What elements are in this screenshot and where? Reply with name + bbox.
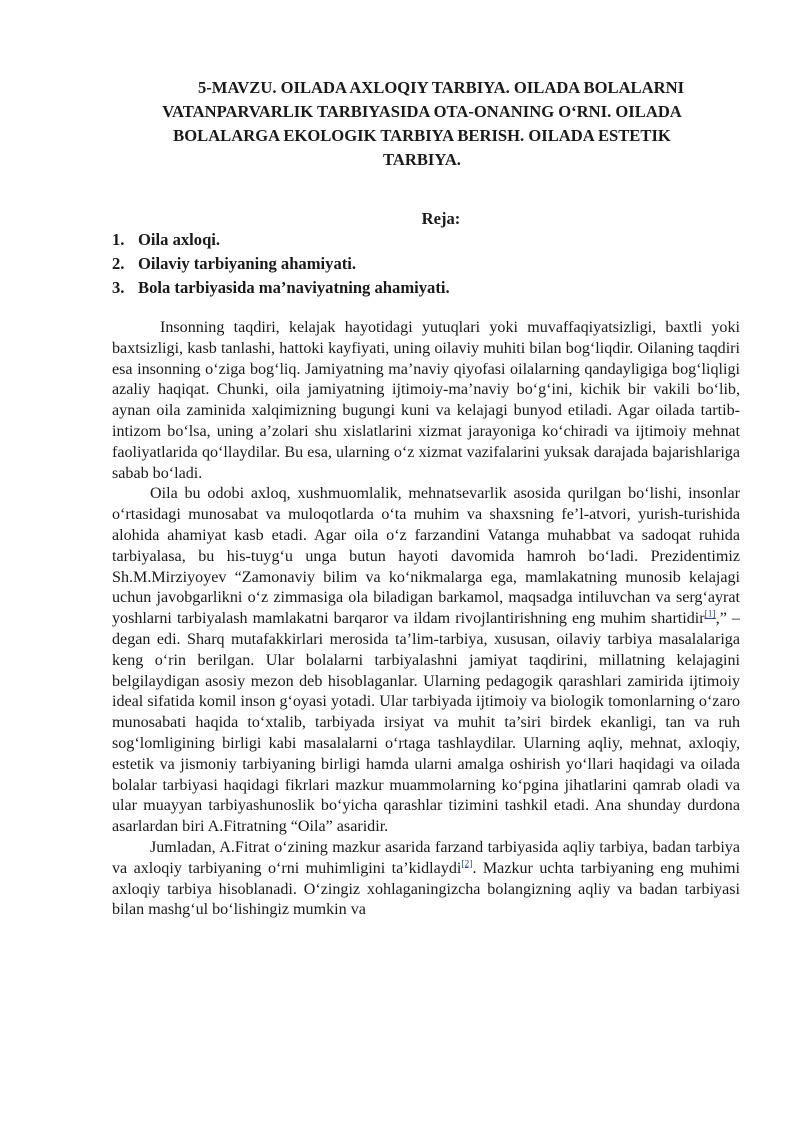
plan-item: [112, 228, 732, 252]
document-body: [112, 318, 740, 921]
paragraph-text: ,” – degan edi. Sharq mutafakkirlari merosida ta’lim-tarbiya, xususan, oilaviy tarbiya masalalariga keng o‘rin berilgan. Ular bolalarni tarbiyalashni jamiyat taqdirini, millatning kelajagini belgilaydigan asosiy mezon deb hisoblaganlar. Ularning pedagogik qarashlari zamirida ijtimoiy ideal sifatida komil inson g‘oyasi yotadi. Ular tarbiyada ijtimoiy va biologik tomonlarning o‘zaro munosabati haqida to‘xtalib, tarbiyada irsiyat va muhit ta’siri birdek ekanligi, tan va ruh sog‘lomligining birligi kabi masalalarni o‘rtaga tashlaydilar. Ularning aqliy, mehnat, axloqiy, estetik va jismoniy tarbiyaning birligi hamda ularni amalga oshirish yo‘llari haqidagi va oilada bolalar tarbiyasi haqidagi fikrlari mazkur muammolarning ko‘pgina jihatlarini qamrab oladi va ular muayyan tarbiyashunoslik bo‘yicha qarashlar tizimini tashkil etadi. Ana shunday durdona asarlardan biri A.Fitratning “Oila” asaridir.: [112, 610, 740, 836]
paragraph-text: Jumladan, A.Fitrat o‘zining mazkur asarida farzand tarbiyasida aqliy tarbiya, badan tarbiya va axloqiy tarbiyaning o‘rni muhimligini ta’kidlaydi: [112, 838, 740, 877]
footnote-link-1[interactable]: [1]: [704, 609, 716, 620]
title-line: BOLALARGA EKOLOGIK TARBIYA BERISH. OILADA ESTETIK: [173, 126, 671, 145]
title-line: TARBIYA.: [383, 150, 461, 169]
paragraph-text: . Mazkur uchta tarbiyaning eng muhimi axloqiy tarbiya hisoblanadi. O‘zingiz xohlaganingizcha bolangizning aqliy va badan tarbiyasi bilan mashg‘ul bo‘lishingiz mumkin va: [112, 859, 740, 919]
body-paragraph: [112, 838, 740, 921]
title-line: 5-MAVZU. OILADA AXLOQIY TARBIYA. OILADA BOLALARNI: [197, 78, 685, 97]
body-paragraph: Insonning taqdiri, kelajak hayotidagi yutuqlari yoki muvaffaqiyatsizligi, baxtli yoki baxtsizligi, kasb tanlashi, hattoki kayfiyati, uning oilaviy muhiti bilan bog‘liqdir. Oilaning taqdiri esa insonning o‘ziga bog‘liq. Jamiyatning ma’naviy qiyofasi oilalarning qandayligiga bog‘liqligi azaliy haqiqat. Chunki, oila jamiyatning ijtimoiy-ma’naviy bo‘g‘ini, kichik bir vakili bo‘lib, aynan oila zaminida xalqimizning bugungi kuni va kelajagi bunyod etiladi. Agar oilada tartib-intizom bo‘lsa, uning a’zolari shu xislatlarini xizmat jarayoniga ko‘chiradi va ijtimoiy mehnat faoliyatlarida qo‘llaydilar. Bu esa, ularning o‘z xizmat vazifalarini yuksak darajada bajarishlariga sabab bo‘ladi.: [112, 319, 740, 482]
plan-item-text: Oila axloqi.: [138, 230, 221, 249]
plan-list: [112, 228, 732, 300]
plan-item-text: Oilaviy tarbiyaning ahamiyati.: [138, 254, 357, 273]
title-line: VATANPARVARLIK TARBIYASIDA OTA-ONANING O‘RNI. OILADA: [162, 102, 682, 121]
paragraph-text: Oila bu odobi axloq, xushmuomlalik, mehnatsevarlik asosida qurilgan bo‘lishi, insonlar o‘rtasidagi munosabat va muloqotlarda o‘ta muhim va shaxsning fe’l-atvori, yurish-turishida alohida ahamiyat kasb etadi. Agar oila o‘z farzandini Vatanga muhabbat va sadoqat ruhida tarbiyalasa, bu his-tuyg‘u unga butun hayoti davomida hamroh bo‘ladi. Prezidentimiz Sh.M.Mirziyoyev “Zamonaviy bilim va ko‘nikmalarga ega, mamlakatning munosib kelajagi uchun javobgarlikni o‘z zimmasiga ola biladigan barkamol, maqsadga intiluvchan va serg‘ayrat yoshlarni tarbiyalash mamlakatni barqaror va ildam rivojlantirishning eng muhim shartidir: [112, 485, 740, 628]
plan-item-number: 2.: [112, 254, 125, 273]
plan-item-text: Bola tarbiyasida ma’naviyatning ahamiyati.: [138, 278, 450, 297]
plan-item-number: 3.: [112, 278, 125, 297]
plan-item: [112, 252, 732, 276]
footnote-link-2[interactable]: [2]: [461, 859, 473, 870]
plan-heading: Reja:: [421, 209, 461, 228]
topic-title: [112, 76, 732, 172]
plan-item-number: 1.: [112, 230, 125, 249]
plan-item: [112, 276, 732, 300]
body-paragraph: [112, 484, 740, 838]
